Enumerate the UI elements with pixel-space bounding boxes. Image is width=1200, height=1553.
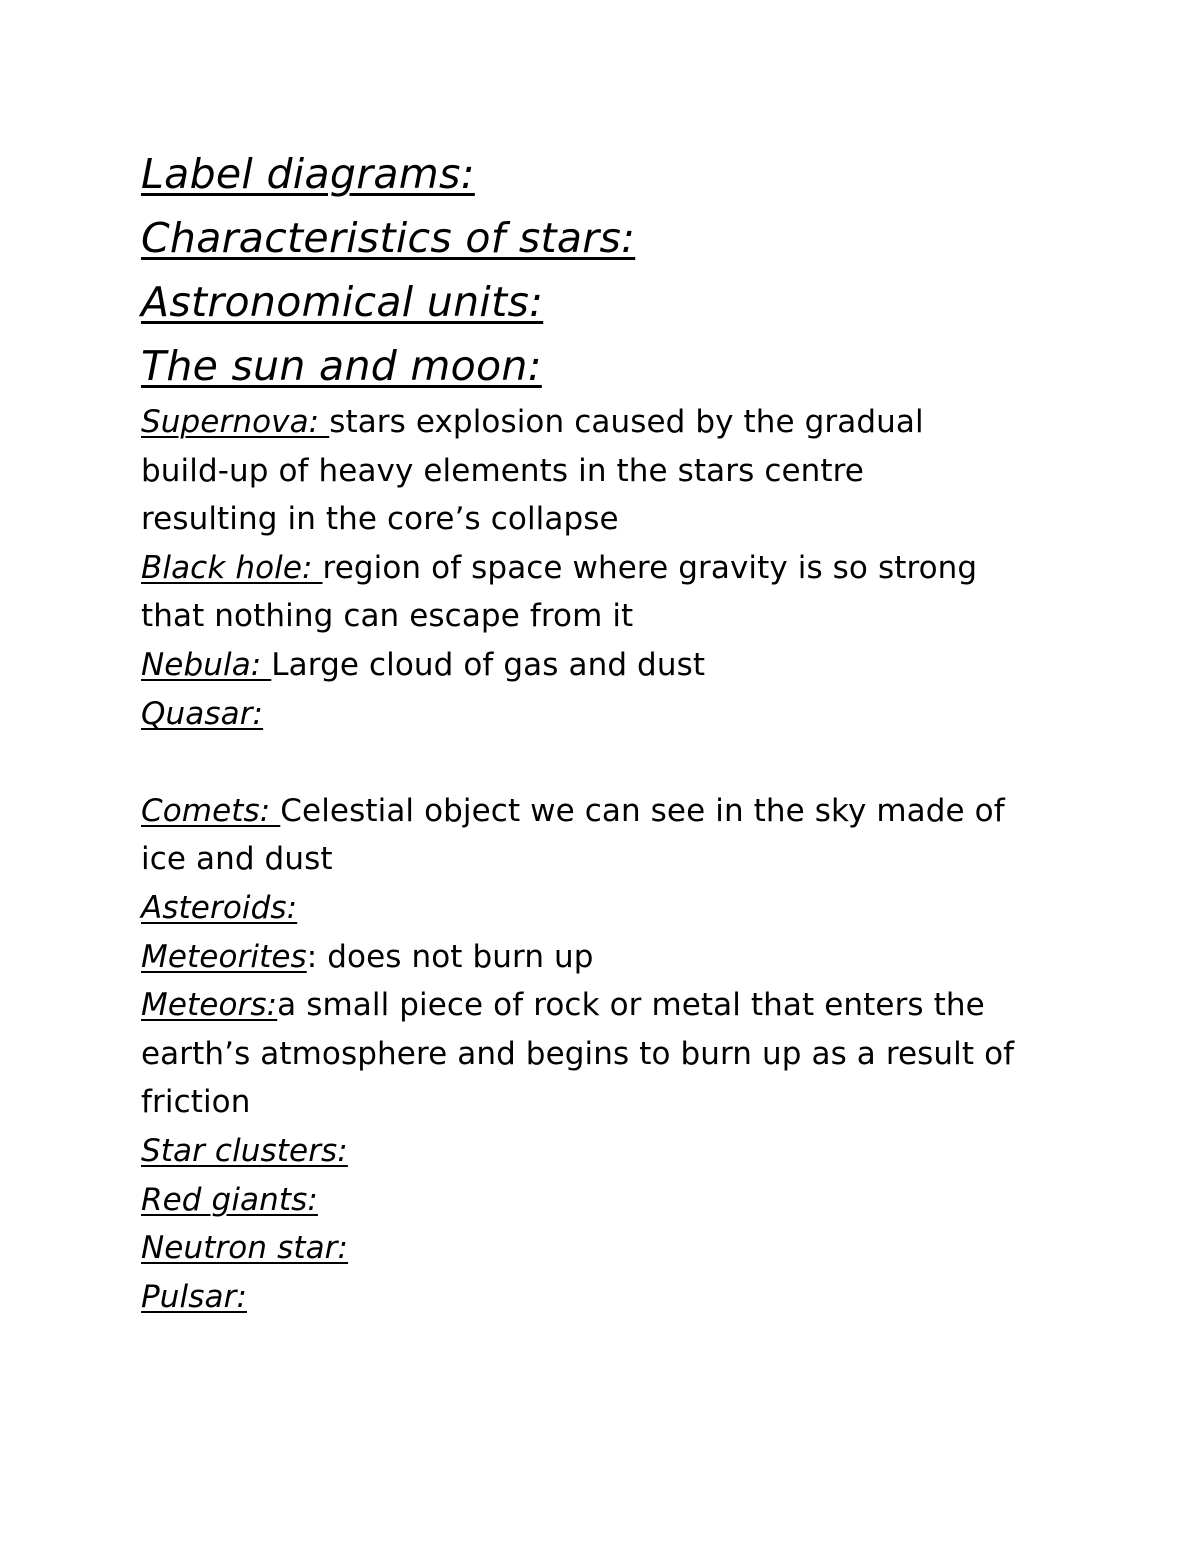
definition-comets-line-2: ice and dust bbox=[141, 841, 333, 878]
definition-supernova-line-3: resulting in the core’s collapse bbox=[141, 501, 619, 538]
entry-comets bbox=[141, 787, 1071, 836]
definition-black-hole-line-2: that nothing can escape from it bbox=[141, 598, 634, 635]
entry-black-hole bbox=[141, 544, 1071, 593]
definition-nebula-line-1: Large cloud of gas and dust bbox=[271, 646, 706, 683]
entry-meteorites bbox=[141, 933, 1071, 982]
term-star-clusters: Star clusters: bbox=[141, 1132, 348, 1169]
definition-black-hole-line-1: region of space where gravity is so strong bbox=[322, 549, 978, 586]
heading-characteristics-of-stars: Characteristics of stars: bbox=[141, 214, 636, 262]
entry-nebula bbox=[141, 641, 1071, 690]
term-quasar: Quasar: bbox=[141, 695, 264, 732]
term-red-giants: Red giants: bbox=[141, 1181, 318, 1218]
term-black-hole: Black hole: bbox=[141, 549, 323, 586]
entry-meteors bbox=[141, 981, 1071, 1030]
entry-pulsar bbox=[141, 1273, 1071, 1322]
definition-supernova-line-2: build-up of heavy elements in the stars centre bbox=[141, 452, 864, 489]
entry-star-clusters bbox=[141, 1127, 1071, 1176]
heading-astronomical-units: Astronomical units: bbox=[141, 278, 544, 326]
definition-meteorites-line-1: : does not burn up bbox=[306, 938, 594, 975]
definition-meteors-line-2: earth’s atmosphere and begins to burn up as a result of bbox=[141, 1035, 1015, 1072]
definition-meteors-line-3: friction bbox=[141, 1084, 251, 1121]
entry-quasar bbox=[141, 690, 1071, 739]
term-neutron-star: Neutron star: bbox=[141, 1230, 349, 1267]
definition-comets-line-1: Celestial object we can see in the sky made of bbox=[280, 792, 1005, 829]
term-pulsar: Pulsar: bbox=[141, 1278, 247, 1315]
term-comets: Comets: bbox=[141, 792, 281, 829]
entry-neutron-star bbox=[141, 1224, 1071, 1273]
entry-asteroids bbox=[141, 884, 1071, 933]
term-meteorites: Meteorites bbox=[141, 938, 307, 975]
blank-line bbox=[141, 738, 1071, 787]
entry-red-giants bbox=[141, 1176, 1071, 1225]
entry-supernova bbox=[141, 398, 1071, 447]
definition-supernova-line-1: stars explosion caused by the gradual bbox=[329, 404, 924, 440]
heading-label-diagrams: Label diagrams: bbox=[141, 150, 475, 198]
term-supernova: Supernova: bbox=[141, 404, 330, 440]
definition-meteors-line-1: a small piece of rock or metal that enters the bbox=[277, 987, 985, 1024]
notes-content bbox=[141, 142, 1071, 1321]
term-asteroids: Asteroids: bbox=[141, 889, 298, 926]
term-nebula: Nebula: bbox=[141, 646, 272, 683]
heading-sun-and-moon: The sun and moon: bbox=[141, 342, 542, 390]
term-meteors: Meteors: bbox=[141, 987, 278, 1024]
